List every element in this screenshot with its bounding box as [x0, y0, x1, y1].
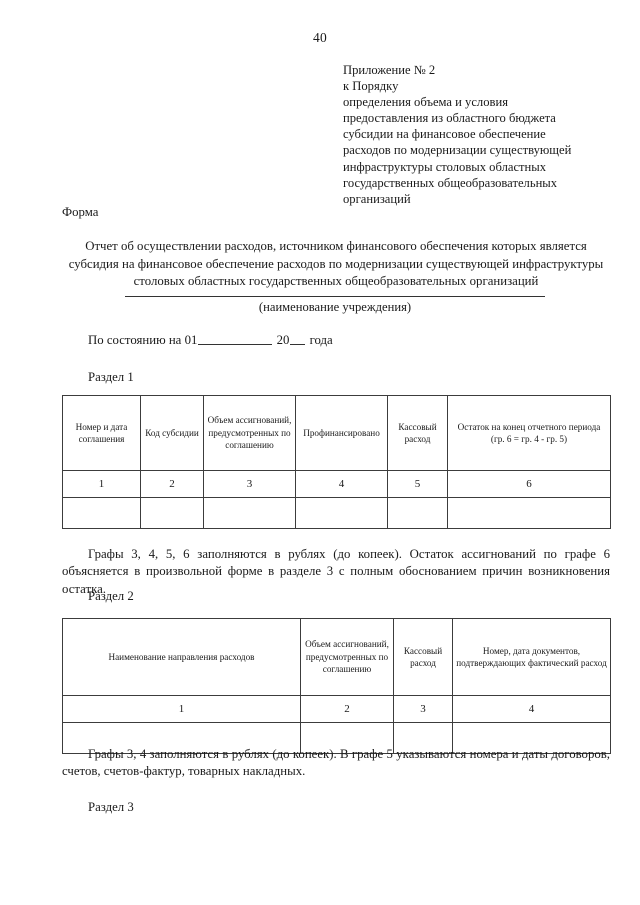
column-header: Номер и дата соглашения: [63, 396, 141, 471]
column-number: 2: [301, 696, 394, 723]
table-cell[interactable]: [204, 498, 296, 529]
column-number: 4: [296, 471, 388, 498]
institution-name-rule: [125, 296, 545, 297]
approval-line: расходов по модернизации существующей: [343, 143, 572, 158]
report-date-suffix: года: [309, 333, 333, 347]
table-row-numbering: [63, 471, 611, 498]
note-section-2: Графы 3, 4 заполняются в рублях (до копеек). В графе 5 указываются номера и даты договоров, счетов, счетов-фактур, товарных накладных.: [62, 747, 610, 779]
column-header: Остаток на конец отчетного периода (гр. 6 = гр. 4 - гр. 5): [448, 396, 611, 471]
table-row: [63, 498, 611, 529]
column-number: 4: [453, 696, 611, 723]
table-section-2: [62, 618, 611, 754]
column-number: 3: [394, 696, 453, 723]
table-cell[interactable]: [388, 498, 448, 529]
table-cell[interactable]: [141, 498, 204, 529]
report-date-prefix: По состоянию на 01: [88, 333, 198, 347]
table-row-header: [63, 619, 611, 696]
table-section-1: [62, 395, 611, 529]
section-1-caption: Раздел 1: [88, 370, 134, 384]
column-header: Наименование направления расходов: [63, 619, 301, 696]
table-cell[interactable]: [296, 498, 388, 529]
approval-line: к Порядку: [343, 79, 399, 94]
column-number: 6: [448, 471, 611, 498]
approval-line: определения объема и условия: [343, 95, 508, 110]
page-number: 40: [313, 30, 327, 45]
form-label: Форма: [62, 205, 99, 219]
column-number: 5: [388, 471, 448, 498]
report-month-blank: [198, 332, 272, 345]
section-2-caption: Раздел 2: [88, 589, 134, 603]
column-header: Кассовый расход: [388, 396, 448, 471]
approval-line: Приложение № 2: [343, 63, 436, 77]
approval-line: инфраструктуры столовых областных: [343, 159, 547, 174]
report-year-prefix: 20: [276, 333, 290, 347]
column-number: 3: [204, 471, 296, 498]
document-title: Отчет об осуществлении расходов, источником финансового обеспечения которых является субсидия на финансовое обеспечение расходов по модернизации существующей инфраструктуры столовых областных государственных общеобразовательных организаций: [68, 239, 604, 289]
note-section-1: Графы 3, 4, 5, 6 заполняются в рублях (до копеек). Остаток ассигнований по графе 6 объясняется в произвольной форме в разделе 3 с полным обоснованием причин возникновения остатка.: [62, 547, 610, 596]
column-header: Кассовый расход: [394, 619, 453, 696]
report-date-line: [88, 332, 333, 348]
column-number: 2: [141, 471, 204, 498]
institution-name-caption: (наименование учреждения): [258, 300, 412, 314]
approval-line: организаций: [343, 191, 411, 206]
table-row-header: [63, 396, 611, 471]
approval-line: предоставления из областного бюджета: [343, 111, 556, 126]
column-header: Объем ассигнований, предусмотренных по соглашению: [301, 619, 394, 696]
approval-line: субсидии на финансовое обеспечение: [343, 127, 546, 142]
column-header: Код субсидии: [141, 396, 204, 471]
column-header: Номер, дата документов, подтверждающих фактический расход: [453, 619, 611, 696]
table-cell[interactable]: [63, 498, 141, 529]
table-cell[interactable]: [448, 498, 611, 529]
column-header: Профинансировано: [296, 396, 388, 471]
approval-block: [343, 62, 593, 207]
column-header: Объем ассигнований, предусмотренных по соглашению: [204, 396, 296, 471]
approval-line: государственных общеобразовательных: [343, 175, 558, 190]
table-row-numbering: [63, 696, 611, 723]
column-number: 1: [63, 471, 141, 498]
section-3-caption: Раздел 3: [88, 800, 134, 814]
report-year-blank: [290, 332, 305, 345]
column-number: 1: [63, 696, 301, 723]
